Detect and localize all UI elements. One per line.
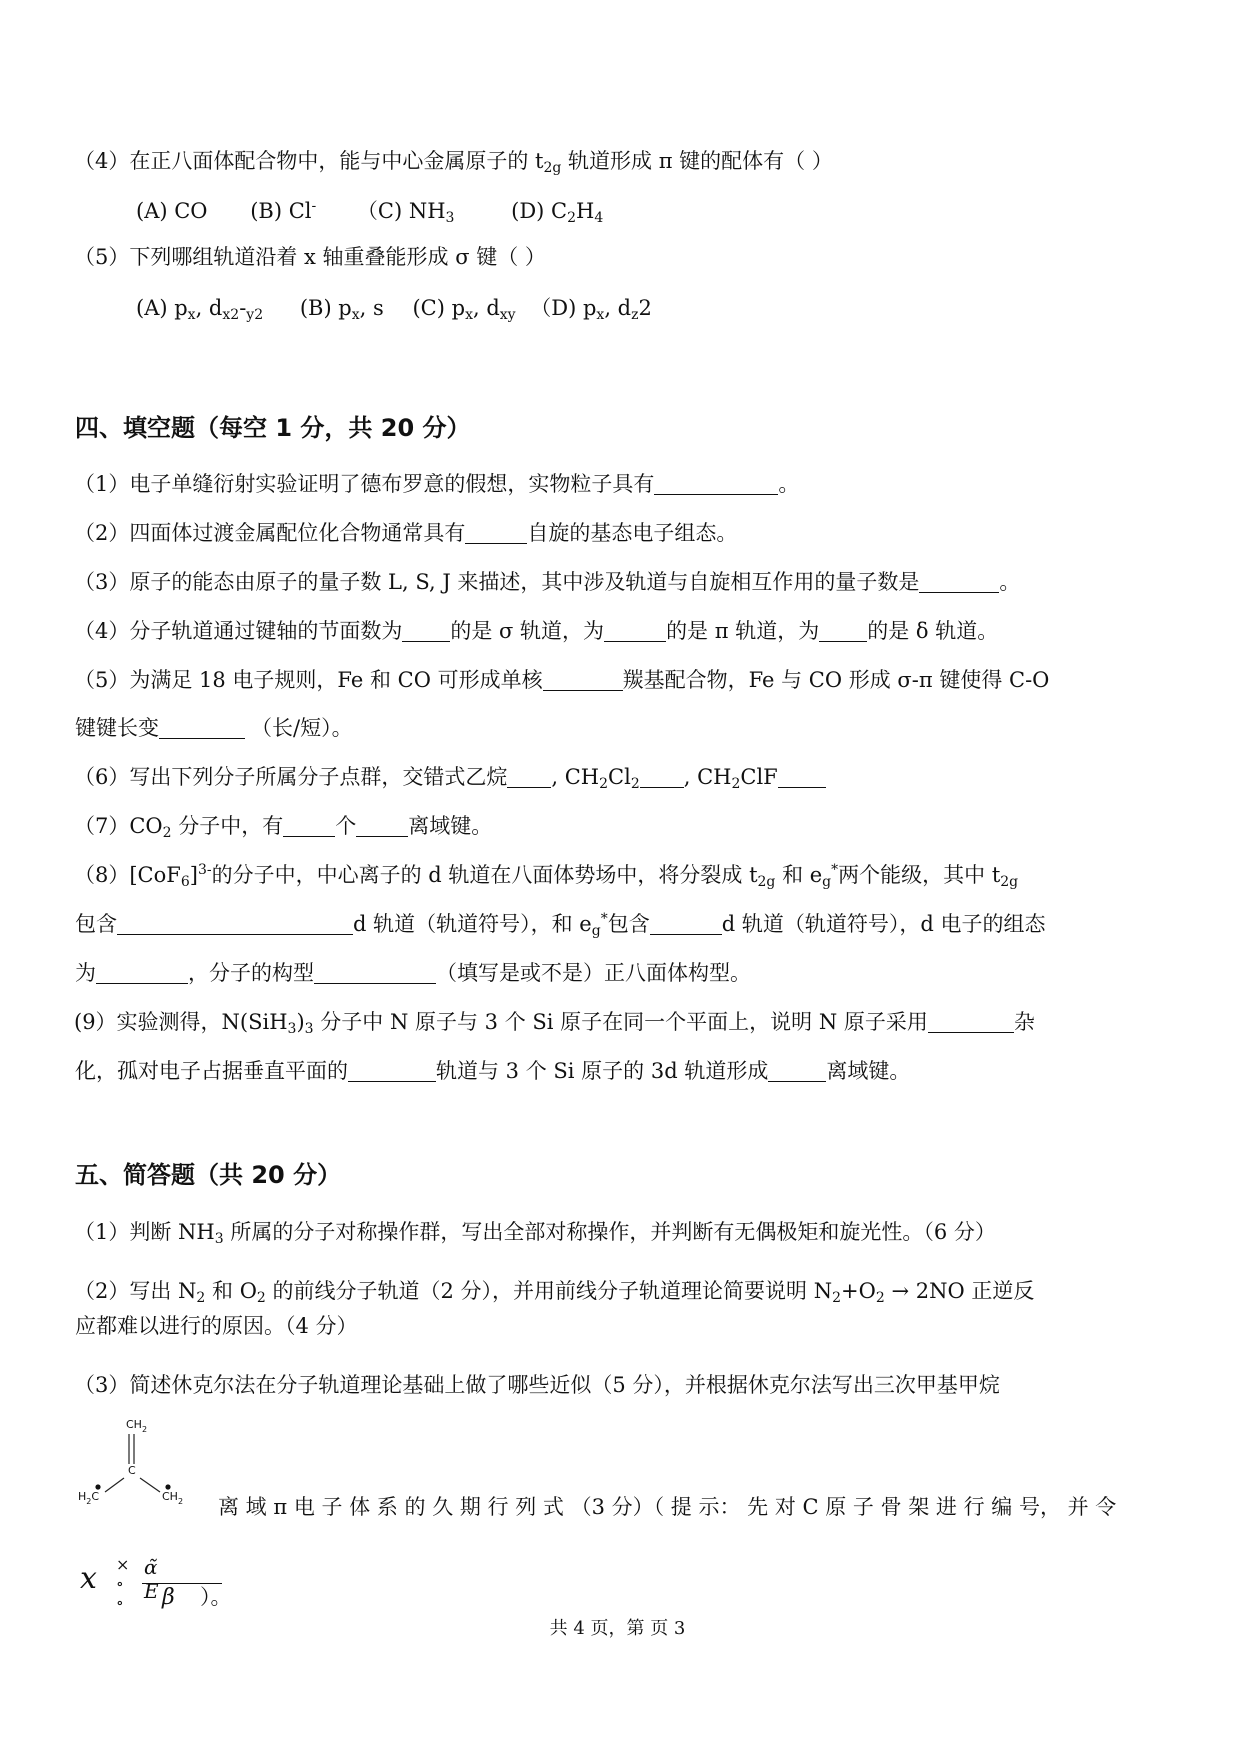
question-4-5: （5）为满足 18 电子规则，Fe 和 CO 可形成单核 羰基配合物，Fe 与 CO 形成 σ-π 键使得 C-O — [74, 668, 1050, 692]
question-5-3-line2: 离 域 π 电 子 体 系 的 久 期 行 列 式 （3 分）（ 提 示： 先 对 C 原 子 骨 架 进 行 编 号， 并 令 — [218, 1495, 1117, 1519]
option-a: (A) $p_x$, $d_{x2}-_{y2}$ — [136, 296, 264, 323]
answer-blank[interactable] — [507, 765, 551, 788]
answer-blank[interactable] — [768, 1059, 826, 1082]
answer-blank[interactable] — [650, 912, 722, 935]
option-c: (C) $p_x$, $d_{xy}$ — [412, 296, 516, 323]
answer-blank[interactable] — [654, 472, 778, 495]
section-4-heading: 四、填空题（每空 1 分，共 20 分） — [75, 414, 471, 442]
question-4-1: （1）电子单缝衍射实验证明了德布罗意的假想，实物粒子具有 。 — [74, 472, 800, 496]
answer-blank[interactable] — [919, 570, 999, 593]
page-footer: 共 4 页，第 页 3 — [549, 1618, 686, 1639]
formula-x: x — [80, 1561, 97, 1596]
question-5-2: （2）写出 $N_2$ 和 $O_2$ 的前线分子轨道（2 分），并用前线分子轨道理论简要说明 $N_2+O_2 \to 2NO$ 正逆反 — [74, 1279, 1035, 1306]
answer-blank[interactable] — [283, 814, 335, 837]
molecule-right-group: $CH_2$ — [162, 1490, 184, 1506]
question-4-9: (9）实验测得，$N(SiH_3)_3$ 分子中 N 原子与 3 个 Si 原子在同一个平面上，说明 N 原子采用 杂 — [74, 1010, 1035, 1037]
question-5-2-line2: 应都难以进行的原因。（4 分） — [75, 1314, 358, 1338]
answer-blank[interactable] — [640, 765, 684, 788]
answer-blank[interactable] — [819, 619, 867, 642]
question-3-4: （4）在正八面体配合物中，能与中心金属原子的 $t_{2g}$ 轨道形成 π 键的配体有（ ） — [74, 149, 833, 176]
question-4-6: （6）写出下列分子所属分子点群，交错式乙烷 , $CH_2Cl_2$ , $CH_2ClF$ — [74, 762, 826, 792]
answer-blank[interactable] — [96, 961, 188, 984]
molecule-structure — [72, 1418, 212, 1512]
answer-blank[interactable] — [604, 619, 666, 642]
option-d: (D) $C_2H_4$ — [511, 199, 604, 226]
question-5-3: （3）简述休克尔法在分子轨道理论基础上做了哪些近似（5 分），并根据休克尔法写出三次甲基甲烷 — [74, 1373, 1000, 1397]
option-a: (A) CO — [136, 199, 208, 223]
answer-blank[interactable] — [348, 1059, 436, 1082]
answer-blank[interactable] — [465, 521, 527, 544]
answer-blank[interactable] — [117, 912, 353, 935]
question-4-5-line2: 键键长变 （长/短）。 — [75, 716, 353, 740]
molecule-center-carbon: C — [128, 1464, 136, 1477]
answer-blank[interactable] — [402, 619, 450, 642]
answer-blank[interactable] — [543, 668, 623, 691]
formula-mark: × ∘ ∘ — [116, 1555, 130, 1612]
question-5-1: （1）判断 $NH_3$ 所属的分子对称操作群，写出全部对称操作，并判断有无偶极矩和旋光性。（6 分） — [74, 1220, 996, 1247]
question-4-4: （4）分子轨道通过键轴的节面数为 的是 σ 轨道，为 的是 π 轨道，为 的是 δ 轨道。 — [74, 619, 999, 643]
question-4-9-line2: 化，孤对电子占据垂直平面的 轨道与 3 个 Si 原子的 3d 轨道形成 离域键。 — [75, 1059, 911, 1083]
question-4-8-line3: 为 ，分子的构型 （填写是或不是）正八面体构型。 — [75, 961, 751, 985]
answer-blank[interactable] — [928, 1010, 1014, 1033]
option-b: (B) Cl- — [250, 198, 317, 223]
answer-blank[interactable] — [356, 814, 408, 837]
molecule-left-group: $H_2C$ — [78, 1490, 100, 1506]
question-4-8-line2: 包含 d 轨道（轨道符号），和 $e_g^*$包含 d 轨道（轨道符号），d 电子的组态 — [75, 911, 1046, 939]
formula-numerator: α̃ E — [144, 1555, 159, 1603]
question-3-4-options — [136, 196, 603, 226]
question-3-5: （5）下列哪组轨道沿着 x 轴重叠能形成 σ 键（ ） — [74, 245, 546, 269]
section-5-heading: 五、简答题（共 20 分） — [75, 1161, 342, 1189]
option-d: （D) $p_x$, $d_z2$ — [530, 296, 652, 323]
option-b: (B) $p_x$, s — [299, 296, 384, 323]
molecule-top-group: $CH_2$ — [126, 1418, 148, 1434]
formula-denominator: β — [162, 1585, 175, 1610]
question-4-8: $(8)[CoF_6]^{3-}$的分子中，中心离子的 d 轨道在八面体势场中，将分裂成 $t_{2g}$ 和 $e_g^*$两个能级，其中 $t_{2g}$ — [74, 862, 1019, 890]
answer-blank[interactable] — [159, 716, 245, 739]
answer-blank[interactable] — [778, 765, 826, 788]
question-4-7: $(7)CO_2$ 分子中，有 个 离域键。 — [74, 814, 493, 841]
question-3-5-options — [136, 293, 652, 323]
formula-close: ）。 — [200, 1585, 232, 1609]
option-c: （C) $NH_3$ — [356, 199, 455, 226]
question-4-3: （3）原子的能态由原子的量子数 L, S, J 来描述，其中涉及轨道与自旋相互作用的量子数是 。 — [74, 570, 1021, 594]
answer-blank[interactable] — [314, 961, 436, 984]
question-4-2: （2）四面体过渡金属配位化合物通常具有 自旋的基态电子组态。 — [74, 521, 738, 545]
